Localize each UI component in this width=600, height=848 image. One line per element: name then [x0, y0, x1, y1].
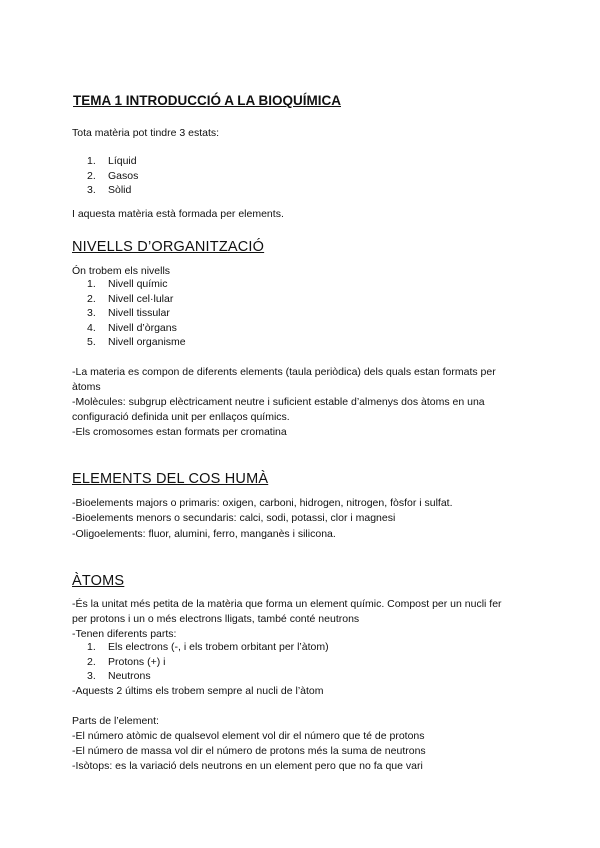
- states-list: [87, 154, 138, 198]
- list-item: 2. Gasos: [87, 169, 139, 182]
- list-item: 5. Nivell organisme: [87, 336, 186, 349]
- section-heading-atoms: ÀTOMS: [72, 573, 125, 589]
- nivells-note: -Molècules: subgrup elèctricament neutre i suficient estable d’almenys dos àtoms en una: [72, 396, 485, 408]
- list-item: 3. Neutrons: [87, 670, 151, 683]
- nivells-list: [87, 277, 186, 350]
- elements-line: -Bioelements menors o secundaris: calci, sodi, potassi, clor i magnesi: [72, 512, 396, 524]
- nivells-note: configuració definida unit per enllaços químics.: [72, 411, 290, 423]
- list-item: 3. Nivell tissular: [87, 307, 170, 320]
- element-line: -Isòtops: es la variació dels neutrons en un element pero que no fa que vari: [72, 760, 423, 772]
- list-item: 3. Sòlid: [87, 184, 132, 197]
- list-item: 2. Nivell cel·lular: [87, 292, 174, 305]
- list-item: 1. Líquid: [87, 155, 137, 167]
- parts-heading: Parts de l’element:: [72, 715, 159, 727]
- nivells-note: -La materia es compon de diferents elements (taula periòdica) dels quals estan formats per: [72, 366, 496, 378]
- section-heading-elements: ELEMENTS DEL COS HUMÀ: [72, 471, 269, 487]
- atoms-line: -És la unitat més petita de la matèria que forma un element químic. Compost per un nucli fer: [72, 598, 502, 610]
- atom-parts-list: [87, 640, 329, 684]
- nivells-lead: Ón trobem els nivells: [72, 265, 171, 277]
- atoms-line: -Tenen diferents parts:: [72, 628, 177, 640]
- element-line: -El número de massa vol dir el número de protons més la suma de neutrons: [72, 745, 426, 757]
- nivells-note: -Els cromosomes estan formats per cromatina: [72, 426, 287, 438]
- page-title: TEMA 1 INTRODUCCIÓ A LA BIOQUÍMICA: [73, 93, 341, 108]
- nivells-note: àtoms: [72, 381, 101, 393]
- list-item: 1. Nivell químic: [87, 278, 168, 290]
- elements-line: -Bioelements majors o primaris: oxigen, carboni, hidrogen, nitrogen, fòsfor i sulfat.: [72, 497, 453, 509]
- intro-line: Tota matèria pot tindre 3 estats:: [72, 127, 220, 139]
- list-item: 4. Nivell d’òrgans: [87, 321, 177, 334]
- element-line: -El número atòmic de qualsevol element vol dir el número que té de protons: [72, 730, 425, 742]
- atoms-line: per protons i un o més electrons lligats, també conté neutrons: [72, 613, 360, 625]
- intro-after: I aquesta matèria està formada per elements.: [72, 208, 284, 220]
- elements-line: -Oligoelements: fluor, alumini, ferro, manganès i silicona.: [72, 528, 336, 540]
- section-heading-nivells: NIVELLS D’ORGANITZACIÓ: [72, 239, 265, 255]
- list-item: 1. Els electrons (-, i els trobem orbitant per l’àtom): [87, 641, 329, 653]
- list-item: 2. Protons (+) i: [87, 655, 166, 668]
- atoms-after: -Aquests 2 últims els trobem sempre al nucli de l’àtom: [72, 685, 324, 697]
